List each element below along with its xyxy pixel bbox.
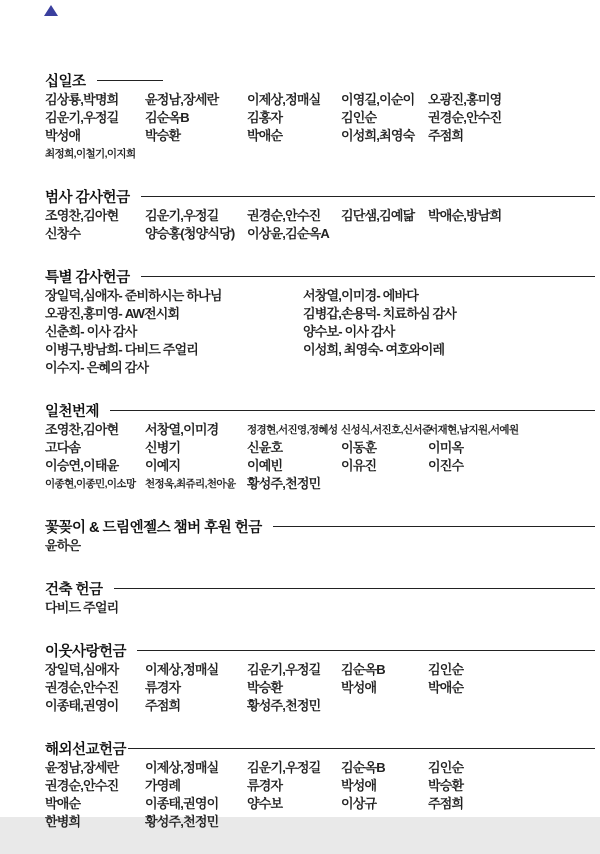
name-cell: 박승환 bbox=[428, 778, 464, 793]
section-heading-row bbox=[45, 578, 595, 598]
name-cell: 이제상,정매실 bbox=[145, 760, 219, 775]
section bbox=[45, 186, 595, 243]
name-cell bbox=[428, 537, 595, 555]
section-title: 건축 헌금 bbox=[45, 581, 103, 598]
name-cell: 이제상,정매실 bbox=[247, 92, 321, 107]
name-cell: 신성식,서진호,신서준 bbox=[341, 424, 432, 436]
name-cell bbox=[341, 813, 428, 831]
name-cell: 다비드 주얼리 bbox=[45, 600, 119, 615]
section-divider bbox=[114, 588, 595, 589]
name-cell: 장일덕,심애자 bbox=[45, 662, 119, 677]
section-divider bbox=[141, 196, 595, 197]
section-divider bbox=[273, 526, 595, 527]
name-cell bbox=[428, 145, 595, 163]
name-cell: 황성주,천정민 bbox=[145, 814, 219, 829]
name-cell: 이제상,정매실 bbox=[145, 662, 219, 677]
name-entry: 오광진,홍미영- AW전시회 bbox=[45, 306, 180, 321]
name-cell: 가영례 bbox=[145, 778, 181, 793]
name-cell: 이성희,최영숙 bbox=[341, 128, 415, 143]
name-cell: 권경순,안수진 bbox=[247, 208, 321, 223]
name-cell: 윤정남,장세란 bbox=[45, 760, 119, 775]
name-cell: 이상윤,김순옥A bbox=[247, 226, 329, 241]
name-cell bbox=[247, 145, 341, 163]
name-cell: 류경자 bbox=[145, 680, 181, 695]
name-cell: 김상룡,박명희 bbox=[45, 92, 119, 107]
section-heading-row bbox=[45, 186, 595, 206]
name-cell: 서창열,이미경 bbox=[145, 422, 219, 437]
name-cell: 김운기,우정길 bbox=[45, 110, 119, 125]
name-cell: 이종태,권영이 bbox=[45, 698, 119, 713]
name-cell: 김인순 bbox=[341, 110, 377, 125]
name-cell: 이상규 bbox=[341, 796, 377, 811]
section bbox=[45, 640, 595, 715]
name-cell: 김순옥B bbox=[145, 110, 189, 125]
section-title: 일천번제 bbox=[45, 403, 100, 420]
name-cell bbox=[428, 475, 595, 493]
name-cell: 권경순,안수진 bbox=[45, 778, 119, 793]
name-cell: 박애순 bbox=[428, 680, 464, 695]
name-cell: 김순옥B bbox=[341, 662, 385, 677]
name-cell bbox=[428, 697, 595, 715]
name-cell: 서재현,남지원,서예원 bbox=[428, 424, 519, 436]
section-heading-row bbox=[45, 516, 595, 536]
name-cell: 박애순,방남희 bbox=[428, 208, 502, 223]
section-heading-row bbox=[45, 640, 595, 660]
name-cell bbox=[145, 145, 247, 163]
name-cell: 박성애 bbox=[341, 778, 377, 793]
name-cell: 정경현,서진영,정혜성 bbox=[247, 424, 338, 436]
name-cell: 권경순,안수진 bbox=[45, 680, 119, 695]
name-cell: 이동훈 bbox=[341, 440, 377, 455]
name-cell: 김운기,우정길 bbox=[247, 662, 321, 677]
name-cell bbox=[428, 225, 595, 243]
section bbox=[45, 400, 595, 493]
name-cell: 김홍자 bbox=[247, 110, 283, 125]
section-heading-row bbox=[45, 738, 595, 758]
name-cell: 이미옥 bbox=[428, 440, 464, 455]
section bbox=[45, 70, 595, 163]
names-grid bbox=[45, 421, 595, 493]
name-cell: 류경자 bbox=[247, 778, 283, 793]
name-entry: 이병구,방남희- 다비드 주얼리 bbox=[45, 342, 199, 357]
names-grid bbox=[45, 91, 595, 163]
name-cell: 신윤호 bbox=[247, 440, 283, 455]
name-cell: 김단샘,김예닮 bbox=[341, 208, 415, 223]
section-divider bbox=[137, 650, 595, 651]
name-cell: 권경순,안수진 bbox=[428, 110, 502, 125]
section-heading-row bbox=[45, 70, 595, 90]
name-cell bbox=[145, 537, 247, 555]
section bbox=[45, 738, 595, 831]
two-column-list bbox=[45, 287, 595, 377]
name-cell: 김인순 bbox=[428, 662, 464, 677]
section-divider bbox=[110, 410, 595, 411]
names-grid bbox=[45, 661, 595, 715]
name-cell bbox=[341, 145, 428, 163]
name-cell bbox=[341, 225, 428, 243]
name-cell: 김운기,우정길 bbox=[247, 760, 321, 775]
name-cell bbox=[247, 599, 341, 617]
name-cell bbox=[341, 537, 428, 555]
name-cell bbox=[341, 697, 428, 715]
name-cell: 박성애 bbox=[341, 680, 377, 695]
names-grid bbox=[45, 207, 595, 243]
name-cell: 박성애 bbox=[45, 128, 81, 143]
section bbox=[45, 516, 595, 555]
name-cell: 오광진,홍미영 bbox=[428, 92, 502, 107]
section-divider bbox=[128, 748, 595, 749]
corner-triangle-icon bbox=[44, 5, 58, 16]
name-cell: 박애순 bbox=[45, 796, 81, 811]
name-cell: 양승홍(청양식당) bbox=[145, 226, 235, 241]
section bbox=[45, 578, 595, 617]
name-entry: 신춘희- 이사 감사 bbox=[45, 324, 137, 339]
name-cell bbox=[428, 813, 595, 831]
name-cell: 윤정남,장세란 bbox=[145, 92, 219, 107]
section-title: 이웃사랑헌금 bbox=[45, 643, 127, 660]
left-column bbox=[45, 287, 303, 377]
section bbox=[45, 266, 595, 377]
section-title: 범사 감사헌금 bbox=[45, 189, 130, 206]
name-cell: 윤하은 bbox=[45, 538, 81, 553]
section-title: 꽃꽂이 & 드림엔젤스 챔버 후원 헌금 bbox=[45, 519, 262, 536]
name-cell: 고다솜 bbox=[45, 440, 81, 455]
name-cell: 천정욱,최쥬리,천아윤 bbox=[145, 478, 236, 490]
name-entry: 이성희, 최영숙- 여호와이레 bbox=[303, 342, 445, 357]
name-cell: 황성주,천정민 bbox=[247, 476, 321, 491]
name-entry: 김병갑,손용덕- 치료하심 감사 bbox=[303, 306, 457, 321]
donation-list bbox=[45, 70, 595, 854]
name-cell: 주점희 bbox=[428, 128, 464, 143]
name-cell: 조영찬,김아현 bbox=[45, 208, 119, 223]
name-entry: 이수지- 은혜의 감사 bbox=[45, 360, 149, 375]
name-cell: 이유진 bbox=[341, 458, 377, 473]
name-cell: 박승환 bbox=[247, 680, 283, 695]
name-cell: 한병희 bbox=[45, 814, 81, 829]
name-cell: 이영길,이순이 bbox=[341, 92, 415, 107]
name-entry: 장일덕,심애자- 준비하시는 하나님 bbox=[45, 288, 222, 303]
name-cell: 이예지 bbox=[145, 458, 181, 473]
name-cell: 최정희,이철기,이지희 bbox=[45, 148, 136, 160]
section-heading-row bbox=[45, 400, 595, 420]
name-cell: 김인순 bbox=[428, 760, 464, 775]
name-cell: 박승환 bbox=[145, 128, 181, 143]
name-entry: 서창열,이미경- 에바다 bbox=[303, 288, 418, 303]
name-cell: 이예빈 bbox=[247, 458, 283, 473]
name-cell: 김순옥B bbox=[341, 760, 385, 775]
name-cell bbox=[428, 599, 595, 617]
names-grid bbox=[45, 599, 595, 617]
section-divider bbox=[141, 276, 595, 277]
name-cell: 이종태,권영이 bbox=[145, 796, 219, 811]
name-cell: 황성주,천정민 bbox=[247, 698, 321, 713]
name-cell bbox=[247, 813, 341, 831]
name-cell: 조영찬,김아현 bbox=[45, 422, 119, 437]
name-cell: 박애순 bbox=[247, 128, 283, 143]
name-cell: 양수보 bbox=[247, 796, 283, 811]
name-cell: 신창수 bbox=[45, 226, 81, 241]
name-cell: 주점희 bbox=[145, 698, 181, 713]
section-heading-row bbox=[45, 266, 595, 286]
name-cell bbox=[247, 537, 341, 555]
name-cell: 이승연,이태윤 bbox=[45, 458, 119, 473]
name-cell: 주점희 bbox=[428, 796, 464, 811]
name-cell: 신병기 bbox=[145, 440, 181, 455]
section-title: 십일조 bbox=[45, 73, 86, 90]
name-cell: 김운기,우정길 bbox=[145, 208, 219, 223]
names-grid bbox=[45, 759, 595, 831]
name-entry: 양수보- 이사 감사 bbox=[303, 324, 395, 339]
names-grid bbox=[45, 537, 595, 555]
section-title: 특별 감사헌금 bbox=[45, 269, 130, 286]
name-cell: 이진수 bbox=[428, 458, 464, 473]
name-cell bbox=[341, 475, 428, 493]
section-title: 해외선교헌금 bbox=[45, 741, 127, 758]
section-divider bbox=[97, 80, 163, 81]
name-cell bbox=[341, 599, 428, 617]
name-cell: 이종현,이종민,이소망 bbox=[45, 478, 136, 490]
name-cell bbox=[145, 599, 247, 617]
right-column bbox=[303, 287, 595, 377]
